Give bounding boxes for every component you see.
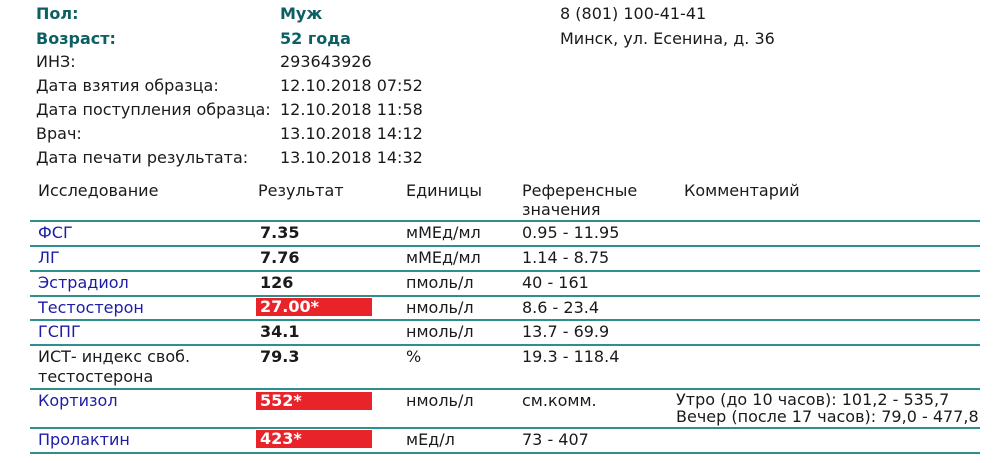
header-study: Исследование: [38, 181, 159, 200]
row-units: %: [406, 347, 422, 366]
row-reference: 13.7 - 69.9: [522, 322, 610, 341]
sex-value: Муж: [280, 4, 323, 23]
row-divider: [30, 270, 980, 272]
sample-received-value: 12.10.2018 11:58: [280, 100, 423, 119]
header-reference-line2: значения: [522, 200, 601, 219]
row-divider: [30, 220, 980, 222]
row-name: Кортизол: [38, 391, 118, 410]
row-divider: [30, 344, 980, 346]
comment-line1: Утро (до 10 часов): 101,2 - 535,7: [676, 390, 950, 409]
row-divider: [30, 319, 980, 321]
sample-taken-label: Дата взятия образца:: [36, 76, 219, 95]
row-units: мМЕд/мл: [406, 248, 481, 267]
inz-label: ИНЗ:: [36, 52, 76, 71]
row-name: ФСГ: [38, 223, 73, 242]
row-name: ЛГ: [38, 248, 60, 267]
print-date-label: Дата печати результата:: [36, 148, 249, 167]
row-name-multiline: [38, 347, 190, 387]
row-reference: см.комм.: [522, 391, 597, 410]
row-reference: 40 - 161: [522, 273, 589, 292]
row-reference: 73 - 407: [522, 430, 589, 449]
header-comment: Комментарий: [684, 181, 800, 200]
doctor-label: Врач:: [36, 124, 82, 143]
address: Минск, ул. Есенина, д. 36: [560, 29, 775, 48]
print-date-value: 13.10.2018 14:32: [280, 148, 423, 167]
row-divider: [30, 245, 980, 247]
row-result: 34.1: [260, 322, 300, 341]
row-divider: [30, 295, 980, 297]
row-result: 7.76: [260, 248, 300, 267]
age-value: 52 года: [280, 29, 351, 48]
flagged-result: 423*: [256, 430, 372, 448]
row-reference: 8.6 - 23.4: [522, 298, 600, 317]
row-reference: 1.14 - 8.75: [522, 248, 610, 267]
flagged-result: 27.00*: [256, 298, 372, 316]
row-name: Эстрадиол: [38, 273, 129, 292]
sample-received-label: Дата поступления образца:: [36, 100, 271, 119]
header-units: Единицы: [406, 181, 482, 200]
row-units: нмоль/л: [406, 322, 474, 341]
row-reference: 0.95 - 11.95: [522, 223, 620, 242]
row-reference: 19.3 - 118.4: [522, 347, 620, 366]
row-divider: [30, 427, 980, 429]
row-units: мМЕд/мл: [406, 223, 481, 242]
row-name: ГСПГ: [38, 322, 81, 341]
row-comment: [676, 391, 979, 425]
row-divider: [30, 452, 980, 454]
row-name-line1: ИСТ- индекс своб.: [38, 347, 191, 366]
row-name-line2: тестостерона: [38, 367, 154, 386]
row-units: пмоль/л: [406, 273, 474, 292]
doctor-value: 13.10.2018 14:12: [280, 124, 423, 143]
row-name: Тестостерон: [38, 298, 144, 317]
phone-number: 8 (801) 100-41-41: [560, 4, 707, 23]
age-label: Возраст:: [36, 29, 116, 48]
row-result: 126: [260, 273, 294, 292]
inz-value: 293643926: [280, 52, 372, 71]
sex-label: Пол:: [36, 4, 79, 23]
row-result: 7.35: [260, 223, 300, 242]
comment-line2: Вечер (после 17 часов): 79,0 - 477,8: [676, 407, 979, 426]
header-result: Результат: [258, 181, 344, 200]
row-result: 79.3: [260, 347, 300, 366]
row-units: нмоль/л: [406, 298, 474, 317]
header-reference-line1: Референсные: [522, 181, 638, 200]
header-reference: [522, 181, 637, 219]
flagged-result: 552*: [256, 392, 372, 410]
row-name: Пролактин: [38, 430, 130, 449]
row-units: нмоль/л: [406, 391, 474, 410]
sample-taken-value: 12.10.2018 07:52: [280, 76, 423, 95]
row-units: мЕд/л: [406, 430, 455, 449]
